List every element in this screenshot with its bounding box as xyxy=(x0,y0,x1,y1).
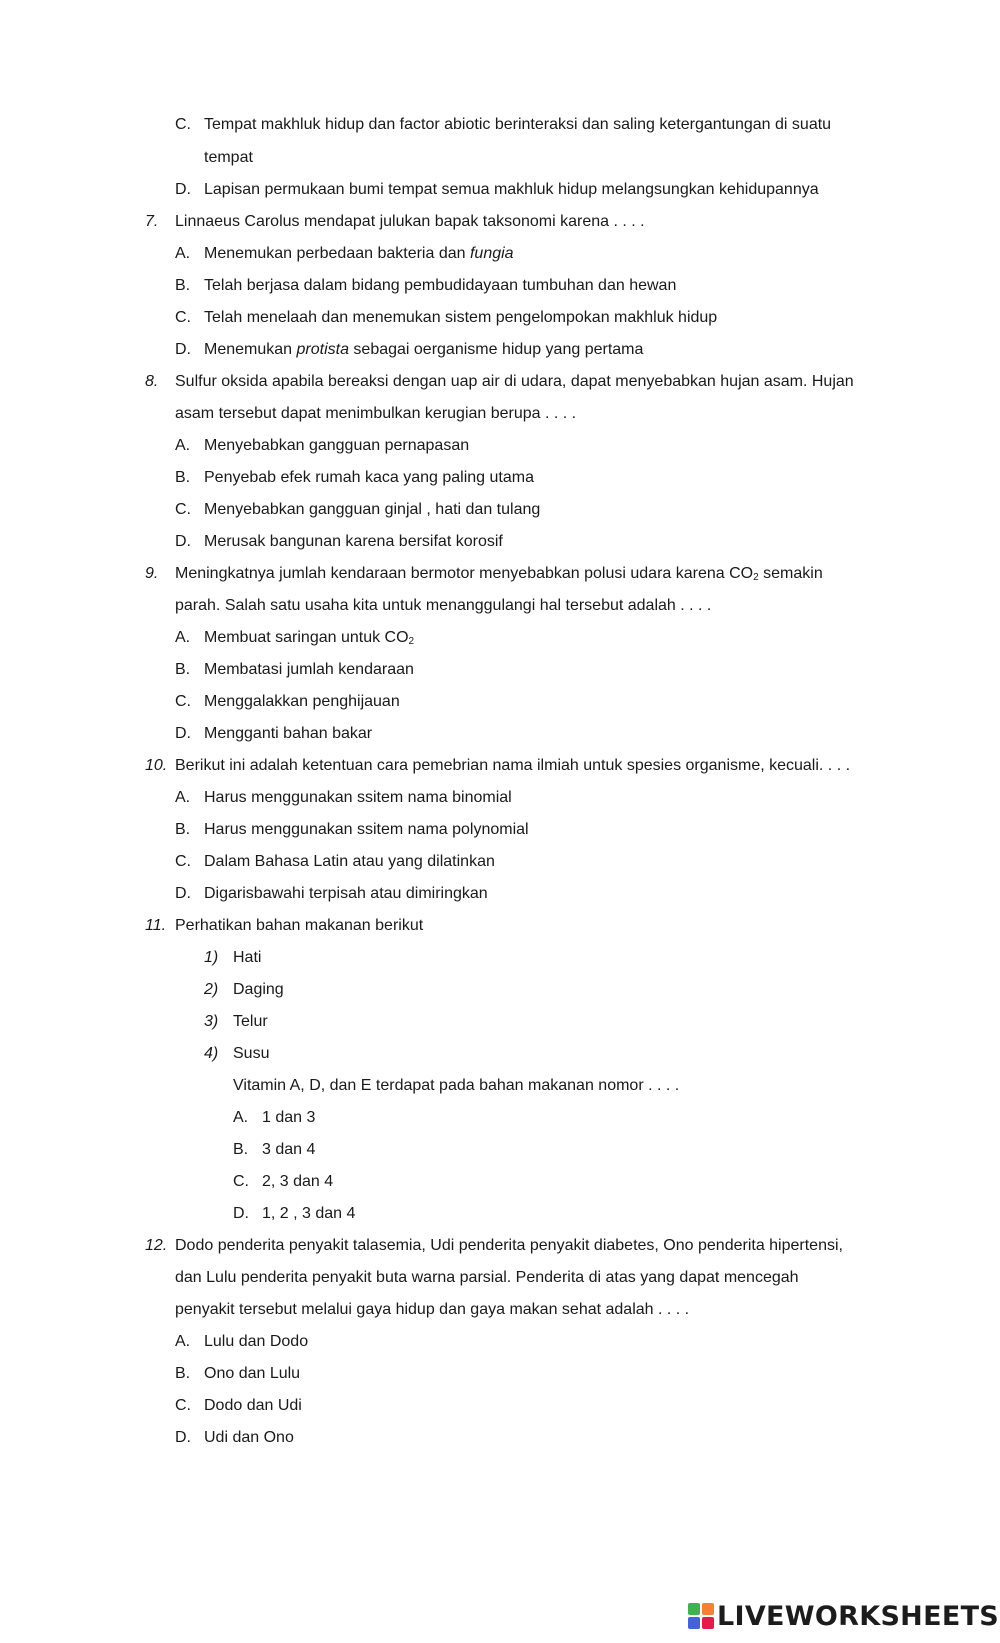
logo-square xyxy=(688,1617,700,1629)
q11-item-text: Daging xyxy=(233,981,284,998)
q10-option-d: Digarisbawahi terpisah atau dimiringkan xyxy=(204,885,488,902)
q11-item-number: 1) xyxy=(204,949,219,966)
q7-option-d: Menemukan protista sebagai oerganisme hidup yang pertama xyxy=(204,341,644,358)
option-letter: B. xyxy=(175,277,191,294)
q11-item-text: Hati xyxy=(233,949,262,966)
q7-stem: Linnaeus Carolus mendapat julukan bapak taksonomi karena . . . . xyxy=(175,213,645,230)
option-letter: C. xyxy=(175,501,191,518)
q11-item-text: Susu xyxy=(233,1045,270,1062)
q8-stem-line2: asam tersebut dapat menimbulkan kerugian berupa . . . . xyxy=(175,405,577,422)
option-letter: D. xyxy=(175,1429,191,1446)
option-letter: A. xyxy=(175,789,191,806)
option-letter: C. xyxy=(175,116,191,133)
option-letter: A. xyxy=(175,245,191,262)
q12-stem-line3: penyakit tersebut melalui gaya hidup dan gaya makan sehat adalah . . . . xyxy=(175,1301,690,1318)
q10-option-c: Dalam Bahasa Latin atau yang dilatinkan xyxy=(204,853,495,870)
option-letter: C. xyxy=(175,309,191,326)
q6-option-c-line1: Tempat makhluk hidup dan factor abiotic berinteraksi dan saling ketergantungan di suatu xyxy=(204,116,832,133)
q8-number: 8. xyxy=(145,373,159,390)
q12-option-a: Lulu dan Dodo xyxy=(204,1333,309,1350)
option-letter: C. xyxy=(175,853,191,870)
q11-item-number: 3) xyxy=(204,1013,219,1030)
q10-option-a: Harus menggunakan ssitem nama binomial xyxy=(204,789,512,806)
q8-stem-line1: Sulfur oksida apabila bereaksi dengan uap air di udara, dapat menyebabkan hujan asam. Hujan xyxy=(175,373,854,390)
option-letter: B. xyxy=(175,469,191,486)
logo-square xyxy=(688,1603,700,1615)
option-letter: D. xyxy=(175,725,191,742)
q9-option-d: Mengganti bahan bakar xyxy=(204,725,373,742)
option-letter: A. xyxy=(233,1109,249,1126)
q8-option-d: Merusak bangunan karena bersifat korosif xyxy=(204,533,503,550)
q9-option-a: Membuat saringan untuk $CO_2$ xyxy=(204,629,415,647)
option-letter: A. xyxy=(175,629,191,646)
q11-item-number: 2) xyxy=(204,981,219,998)
option-letter: B. xyxy=(175,821,191,838)
option-letter: C. xyxy=(175,1397,191,1414)
q6-option-d: Lapisan permukaan bumi tempat semua makhluk hidup melangsungkan kehidupannya xyxy=(204,181,819,198)
liveworksheets-logo-icon xyxy=(688,1603,714,1629)
q11-item-number: 4) xyxy=(204,1045,219,1062)
option-letter: B. xyxy=(175,1365,191,1382)
q12-number: 12. xyxy=(145,1237,168,1254)
q10-number: 10. xyxy=(145,757,168,774)
q11-option-b: 3 dan 4 xyxy=(262,1141,316,1158)
q12-option-b: Ono dan Lulu xyxy=(204,1365,301,1382)
q8-option-c: Menyebabkan gangguan ginjal , hati dan tulang xyxy=(204,501,541,518)
brand-name: LIVEWORKSHEETS xyxy=(717,1600,1000,1632)
option-letter: D. xyxy=(175,885,191,902)
option-letter: D. xyxy=(175,341,191,358)
option-letter: D. xyxy=(233,1205,249,1222)
q9-stem-line2: parah. Salah satu usaha kita untuk menanggulangi hal tersebut adalah . . . . xyxy=(175,597,712,614)
option-letter: A. xyxy=(175,437,191,454)
q12-stem-line1: Dodo penderita penyakit talasemia, Udi penderita penyakit diabetes, Ono penderita hipertensi, xyxy=(175,1237,843,1254)
q12-option-d: Udi dan Ono xyxy=(204,1429,294,1446)
q8-option-b: Penyebab efek rumah kaca yang paling utama xyxy=(204,469,534,486)
q9-option-c: Menggalakkan penghijauan xyxy=(204,693,400,710)
q11-option-d: 1, 2 , 3 dan 4 xyxy=(262,1205,356,1222)
option-letter: C. xyxy=(175,693,191,710)
q7-option-a: Menemukan perbedaan bakteria dan fungia xyxy=(204,245,514,262)
q7-option-c: Telah menelaah dan menemukan sistem pengelompokan makhluk hidup xyxy=(204,309,718,326)
q7-option-b: Telah berjasa dalam bidang pembudidayaan tumbuhan dan hewan xyxy=(204,277,677,294)
q7-number: 7. xyxy=(145,213,159,230)
q10-option-b: Harus menggunakan ssitem nama polynomial xyxy=(204,821,529,838)
q12-stem-line2: dan Lulu penderita penyakit buta warna parsial. Penderita di atas yang dapat mencegah xyxy=(175,1269,799,1286)
q6-option-c-line2: tempat xyxy=(204,149,253,166)
q12-option-c: Dodo dan Udi xyxy=(204,1397,302,1414)
option-letter: C. xyxy=(233,1173,249,1190)
option-letter: B. xyxy=(233,1141,249,1158)
q11-item-text: Telur xyxy=(233,1013,268,1030)
liveworksheets-logo xyxy=(688,1598,999,1634)
q11-option-a: 1 dan 3 xyxy=(262,1109,316,1126)
q11-option-c: 2, 3 dan 4 xyxy=(262,1173,334,1190)
option-letter: D. xyxy=(175,181,191,198)
q8-option-a: Menyebabkan gangguan pernapasan xyxy=(204,437,470,454)
option-letter: B. xyxy=(175,661,191,678)
option-letter: A. xyxy=(175,1333,191,1350)
q9-stem-line1: Meningkatnya jumlah kendaraan bermotor menyebabkan polusi udara karena $CO_2$ semakin xyxy=(175,565,823,583)
q9-option-b: Membatasi jumlah kendaraan xyxy=(204,661,414,678)
logo-square xyxy=(702,1603,714,1615)
logo-square xyxy=(702,1617,714,1629)
q9-number: 9. xyxy=(145,565,159,582)
q11-sub-question: Vitamin A, D, dan E terdapat pada bahan makanan nomor . . . . xyxy=(233,1077,680,1094)
q10-stem: Berikut ini adalah ketentuan cara pemebrian nama ilmiah untuk spesies organisme, kecuali. . . . xyxy=(175,757,851,774)
option-letter: D. xyxy=(175,533,191,550)
q11-number: 11. xyxy=(145,917,167,934)
q11-stem: Perhatikan bahan makanan berikut xyxy=(175,917,424,934)
